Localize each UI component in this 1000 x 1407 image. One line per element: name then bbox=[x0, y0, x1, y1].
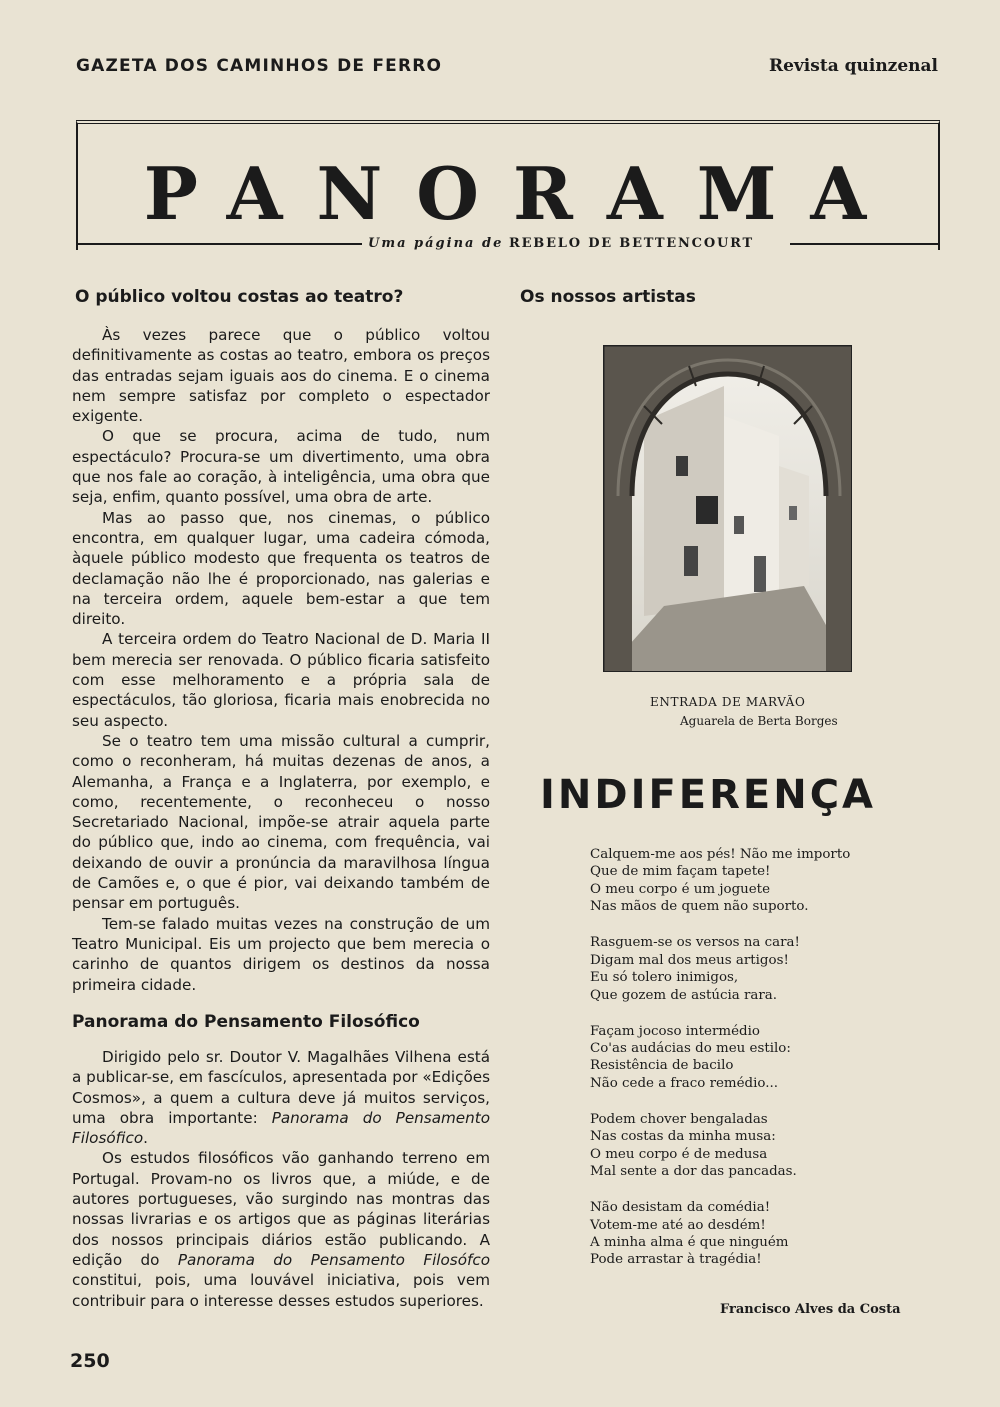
poem-title: INDIFERENÇA bbox=[540, 772, 877, 818]
image-caption: ENTRADA DE MARVÃO bbox=[650, 695, 806, 709]
banner-rule-right bbox=[790, 243, 940, 245]
poem-stanza bbox=[590, 846, 910, 916]
work-title: Panorama do Pensamento Filosófico bbox=[72, 1108, 491, 1148]
paragraph: Às vezes parece que o público voltou definitivamente as costas ao teatro, embora os preços das entradas sejam iguais aos do cinema. E o cinema nem sempre satisfaz por completo o espectador exigente. bbox=[72, 326, 490, 426]
article-theatre-body bbox=[72, 325, 490, 995]
banner-rule-left bbox=[76, 243, 362, 245]
poem-stanza bbox=[590, 1199, 910, 1269]
poem-body bbox=[590, 846, 910, 1288]
poem-line: Podem chover bengaladas bbox=[590, 1111, 768, 1127]
paragraph: Tem-se falado muitas vezes na construção de um Teatro Municipal. Eis um projecto que bem merecia o carinho de quantos dirigem os destinos da nossa primeira cidade. bbox=[72, 914, 490, 994]
paragraph-text: constitui, pois, uma louvável iniciativa, pois vem contribuir para o interesse desses estudos superiores. bbox=[72, 1271, 490, 1310]
poem-line: Co'as audácias do meu estilo: bbox=[590, 1041, 791, 1057]
poem-line: Nas mãos de quem não suporto. bbox=[590, 899, 809, 915]
poem-author: Francisco Alves da Costa bbox=[720, 1302, 901, 1317]
poem-line: Que de mim façam tapete! bbox=[590, 864, 771, 880]
article-theatre-title: O público voltou costas ao teatro? bbox=[75, 287, 404, 307]
article-philosophy-body bbox=[72, 1047, 490, 1311]
paragraph-text: . bbox=[143, 1129, 148, 1148]
poem-stanza bbox=[590, 934, 910, 1004]
publication-frequency: Revista quinzenal bbox=[768, 56, 938, 76]
arch-street-illustration bbox=[604, 346, 852, 672]
artists-section-title: Os nossos artistas bbox=[520, 287, 696, 307]
byline-author: REBELO DE BETTENCOURT bbox=[509, 236, 754, 251]
poem-line: Nas costas da minha musa: bbox=[590, 1129, 776, 1145]
poem-stanza bbox=[590, 1111, 910, 1181]
poem-line: Rasguem-se os versos na cara! bbox=[590, 935, 800, 951]
banner-byline bbox=[368, 236, 754, 251]
panorama-banner bbox=[76, 120, 940, 250]
poem-line: Não cede a fraco remédio... bbox=[590, 1075, 778, 1091]
paragraph: A terceira ordem do Teatro Nacional de D. Maria II bem merecia ser renovada. O público ficaria satisfeito com esse melhoramento e a própria sala de espectáculos, tão gloriosa, ficaria mais enobrecida no seu aspecto. bbox=[72, 630, 490, 730]
image-credit: Aguarela de Berta Borges bbox=[680, 714, 838, 728]
poem-line: Digam mal dos meus artigos! bbox=[590, 952, 789, 968]
poem-line: Pode arrastar à tragédia! bbox=[590, 1252, 762, 1268]
paragraph: Mas ao passo que, nos cinemas, o público encontra, em qualquer lugar, uma cadeira cómoda, àquele público modesto que frequenta os teatros de declamação não lhe é proporcionado, nas galerias e na terceira ordem, aquele bem-estar a que tem direito. bbox=[72, 508, 490, 629]
publication-title: GAZETA DOS CAMINHOS DE FERRO bbox=[76, 56, 443, 76]
poem-line: Resistência de bacilo bbox=[590, 1058, 734, 1074]
poem-line: Que gozem de astúcia rara. bbox=[590, 987, 778, 1003]
paragraph bbox=[72, 1047, 490, 1148]
poem-line: Mal sente a dor das pancadas. bbox=[590, 1164, 797, 1180]
poem-line: Não desistam da comédia! bbox=[590, 1200, 771, 1216]
poem-stanza bbox=[590, 1023, 910, 1093]
poem-line: A minha alma é que ninguém bbox=[590, 1235, 789, 1251]
poem-line: O meu corpo é de medusa bbox=[590, 1146, 768, 1162]
poem-line: Eu só tolero inimigos, bbox=[590, 970, 739, 986]
paragraph: O que se procura, acima de tudo, num espectáculo? Procura-se um divertimento, uma obra que nos fale ao coração, à inteligência, uma obra que seja, enfim, quanto possível, uma obra de arte. bbox=[72, 427, 490, 507]
byline-prefix: Uma página de bbox=[368, 236, 504, 251]
paragraph-text: Os estudos filosóficos vão ganhando terreno em Portugal. Provam-no os livros que, a miúde, e de autores portugueses, vão surgindo nas montras das nossas livrarias e os artigos que as páginas literárias dos nossos principais diários estão publicando. A edição do bbox=[72, 1149, 490, 1269]
poem-line: Calquem-me aos pés! Não me importo bbox=[590, 847, 851, 862]
page-number: 250 bbox=[70, 1350, 110, 1372]
banner-title: PANORAMA bbox=[143, 151, 901, 236]
poem-line: Façam jocoso intermédio bbox=[590, 1023, 760, 1039]
article-philosophy-title: Panorama do Pensamento Filosófico bbox=[72, 1012, 420, 1032]
paragraph-text: Dirigido pelo sr. Doutor V. Magalhães Vilhena está a publicar-se, em fascículos, apresentada por «Edições Cosmos», a quem a cultura deve já muitos serviços, uma obra importante: bbox=[72, 1048, 490, 1127]
paragraph: Se o teatro tem uma missão cultural a cumprir, como o reconheram, há muitas dezenas de anos, a Alemanha, a França e a Inglaterra, por exemplo, e como, recentemente, o reconheceu o nosso Secretariado Nacional, impõe-se atrair aquela parte do público que, indo ao cinema, com frequência, vai deixando de ouvir a pronúncia da maravilhosa língua de Camões e, o que é pior, vai deixando também de pensar em português. bbox=[72, 731, 490, 913]
work-title: Panorama do Pensamento Filosófco bbox=[177, 1250, 490, 1269]
poem-line: Votem-me até ao desdém! bbox=[590, 1217, 766, 1233]
marvao-watercolor-image bbox=[603, 345, 852, 672]
paragraph bbox=[72, 1148, 490, 1310]
poem-line: O meu corpo é um joguete bbox=[590, 881, 770, 897]
